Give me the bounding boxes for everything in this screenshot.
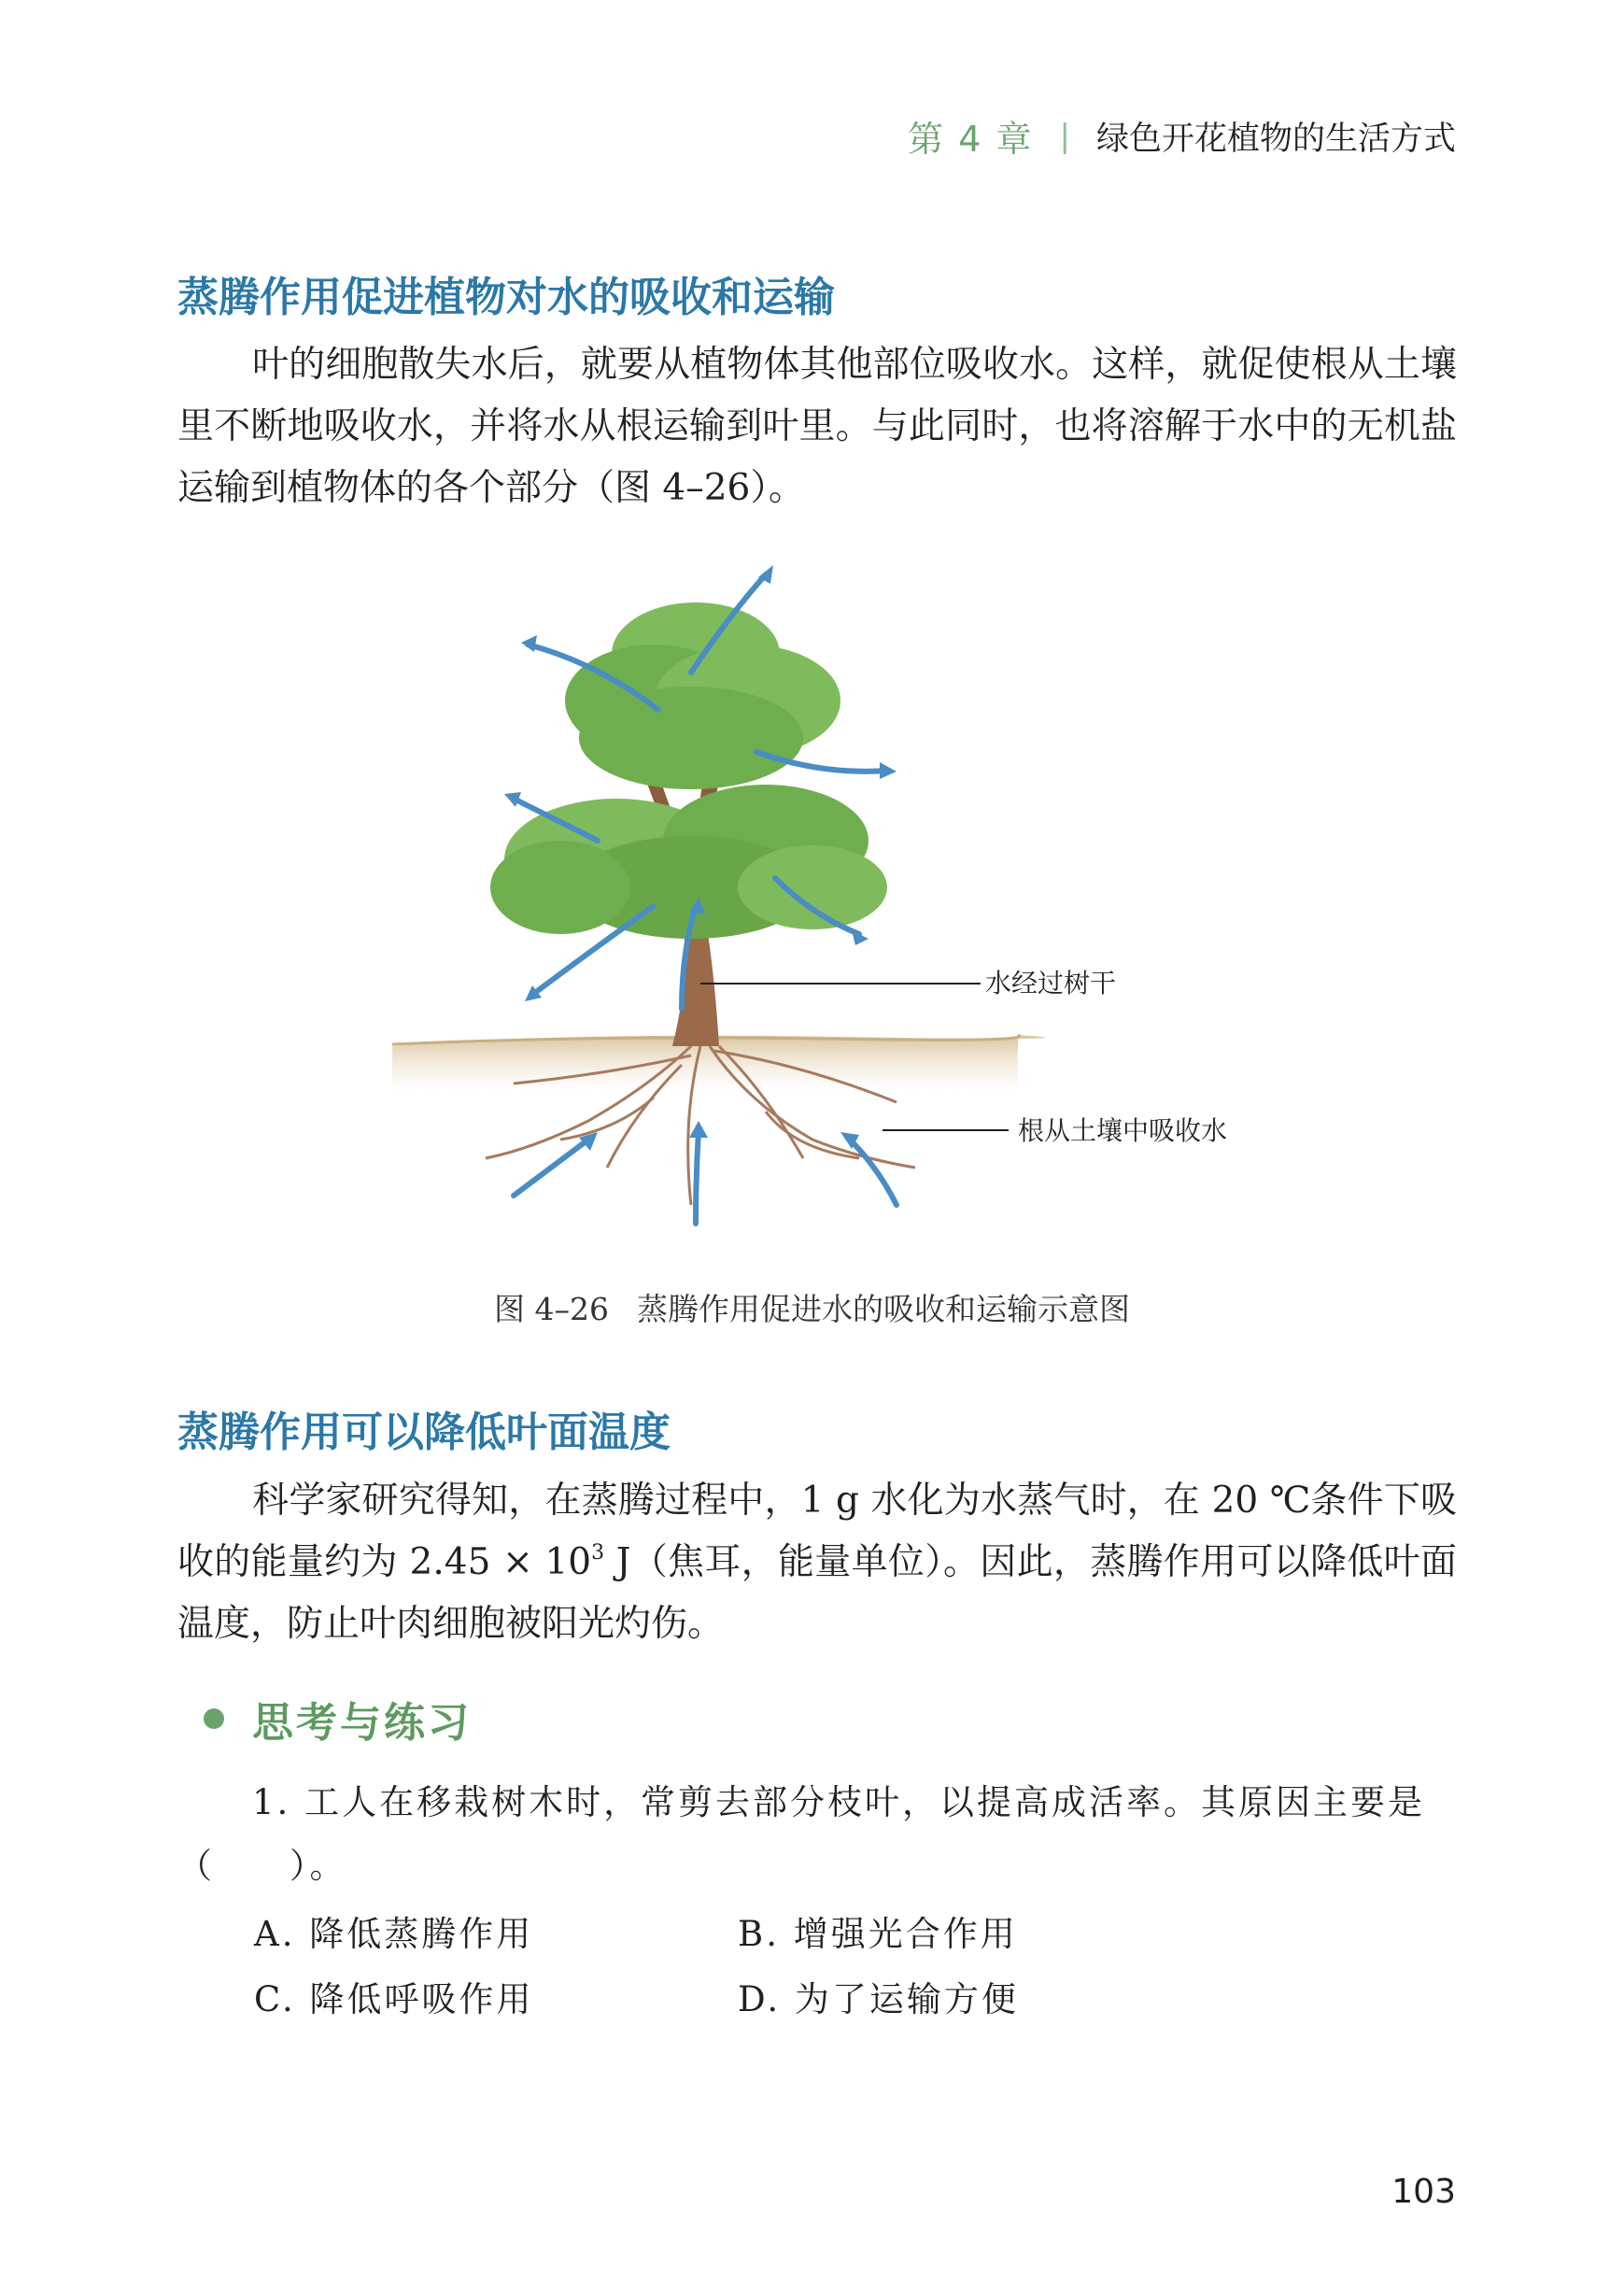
figure-caption <box>0 1285 1624 1329</box>
exponent: 3 <box>591 1541 605 1565</box>
page-number: 103 <box>1391 2173 1456 2211</box>
header-separator: | <box>1059 117 1070 155</box>
running-header <box>908 110 1456 162</box>
label-water-through-trunk: 水经过树干 <box>985 968 1117 999</box>
paragraph-text-part2: J（焦耳，能量单位）。因此，蒸腾作用可以降低叶面温度，防止叶肉细胞被阳光灼伤。 <box>177 1541 1457 1645</box>
chapter-number: 第 4 章 <box>908 119 1034 160</box>
label-roots-absorb-water: 根从土壤中吸收水 <box>1018 1115 1228 1146</box>
paragraph-text-part1: 科学家研究得知，在蒸腾过程中，1 g 水化为水蒸气时，在 20 ℃条件下吸收的能量约为 2.45 × 10 <box>177 1480 1457 1583</box>
option-b: B. 增强光合作用 <box>738 1914 1018 1954</box>
tree-illustration <box>374 560 1307 1270</box>
section-heading-transport: 蒸腾作用促进植物对水的吸收和运输 <box>177 274 835 321</box>
figure-number: 图 4–26 <box>494 1291 609 1327</box>
question-text: 1. 工人在移栽树木时，常剪去部分枝叶，以提高成活率。其原因主要是（ ）。 <box>177 1782 1426 1886</box>
section-heading-cooling: 蒸腾作用可以降低叶面温度 <box>177 1409 671 1456</box>
exercise-title: 思考与练习 <box>252 1699 472 1747</box>
exercise-header <box>204 1689 472 1749</box>
paragraph-text: 叶的细胞散失水后，就要从植物体其他部位吸收水。这样，就促使根从土壤里不断地吸收水，并将水从根运输到叶里。与此同时，也将溶解于水中的无机盐运输到植物体的各个部分（图 4–26）。 <box>177 344 1457 509</box>
section-paragraph-transport <box>177 334 1457 519</box>
figure-caption-text: 蒸腾作用促进水的吸收和运输示意图 <box>636 1291 1130 1327</box>
option-d: D. 为了运输方便 <box>738 1979 1019 2019</box>
chapter-title: 绿色开花植物的生活方式 <box>1095 120 1456 158</box>
exercise-question <box>177 1771 1457 1898</box>
bullet-icon <box>204 1708 224 1729</box>
section-paragraph-cooling <box>177 1470 1457 1655</box>
tree-transpiration-figure <box>374 560 1307 1270</box>
option-c: C. 降低呼吸作用 <box>254 1979 534 2019</box>
option-a: A. 降低蒸腾作用 <box>254 1914 534 1954</box>
